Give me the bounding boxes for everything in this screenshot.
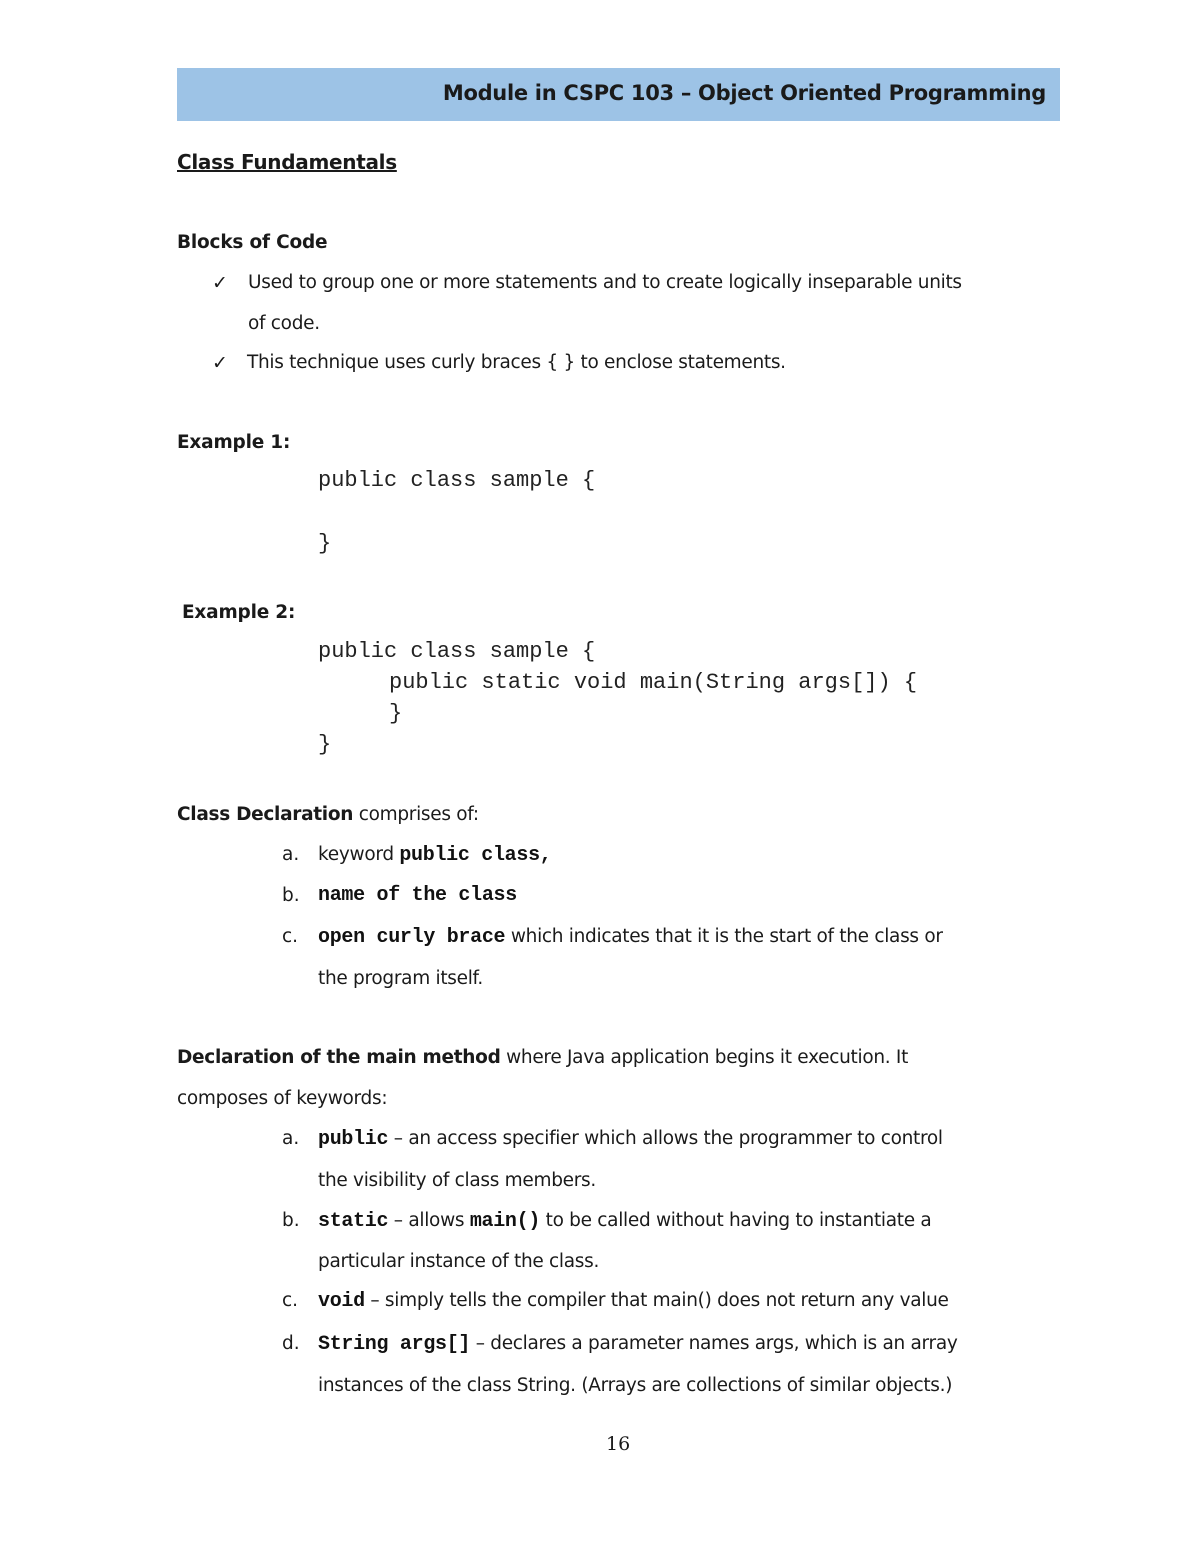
section-title: Class Fundamentals — [177, 150, 397, 174]
list-item: String args[] – declares a parameter names args, which is an array — [318, 1333, 958, 1356]
inline-code: public class — [399, 844, 540, 867]
class-declaration-term: Class Declaration — [177, 804, 354, 825]
list-item-continuation: the program itself. — [318, 968, 483, 989]
example-2-label: Example 2: — [182, 602, 296, 623]
inline-code: main() — [469, 1210, 541, 1233]
code-line: } — [318, 732, 332, 757]
code-line: } — [389, 701, 403, 726]
list-item: static – allows main() to be called without having to instantiate a — [318, 1210, 932, 1233]
inline-code: String args[] — [318, 1333, 471, 1356]
list-marker: b. — [282, 885, 300, 906]
list-item: public – an access specifier which allows the programmer to control — [318, 1128, 943, 1151]
blocks-heading: Blocks of Code — [177, 232, 328, 253]
module-header-bar — [177, 68, 1060, 121]
main-declaration-term: Declaration of the main method — [177, 1047, 501, 1068]
list-item — [318, 884, 517, 907]
inline-code: name of the class — [318, 884, 517, 907]
bullet-2: This technique uses curly braces { } to enclose statements. — [247, 352, 786, 373]
class-declaration-intro: Class Declaration comprises of: — [177, 804, 479, 825]
code-line: public class sample { — [318, 639, 596, 664]
list-marker: c. — [282, 1290, 299, 1311]
code-line: } — [318, 531, 332, 556]
list-marker: d. — [282, 1333, 300, 1354]
bullet-1-line-2: of code. — [248, 313, 320, 334]
inline-code: public — [318, 1128, 389, 1151]
checkmark-icon: ✓ — [212, 352, 228, 374]
list-marker: a. — [282, 844, 300, 865]
inline-code: void — [318, 1290, 365, 1313]
list-marker: a. — [282, 1128, 300, 1149]
page-number: 16 — [606, 1433, 631, 1455]
list-marker: c. — [282, 926, 299, 947]
code-line: public class sample { — [318, 468, 596, 493]
main-declaration-intro-line-2: composes of keywords: — [177, 1088, 388, 1109]
example-1-label: Example 1: — [177, 432, 291, 453]
inline-code: static — [318, 1210, 389, 1233]
checkmark-icon: ✓ — [212, 272, 228, 294]
code-line: public static void main(String args[]) { — [389, 670, 918, 695]
list-item: keyword public class, — [318, 844, 552, 867]
list-item-continuation: the visibility of class members. — [318, 1170, 596, 1191]
list-item-continuation: particular instance of the class. — [318, 1251, 600, 1272]
list-marker: b. — [282, 1210, 300, 1231]
list-item-continuation: instances of the class String. (Arrays are collections of similar objects.) — [318, 1375, 953, 1396]
module-title: Module in CSPC 103 – Object Oriented Programming — [442, 81, 1046, 105]
main-declaration-intro: Declaration of the main method where Java application begins it execution. It — [177, 1047, 909, 1068]
bullet-1-line-1: Used to group one or more statements and to create logically inseparable units — [248, 272, 962, 293]
list-item: void – simply tells the compiler that main() does not return any value — [318, 1290, 949, 1313]
list-item: open curly brace which indicates that it is the start of the class or — [318, 926, 943, 949]
inline-code: open curly brace — [318, 926, 506, 949]
